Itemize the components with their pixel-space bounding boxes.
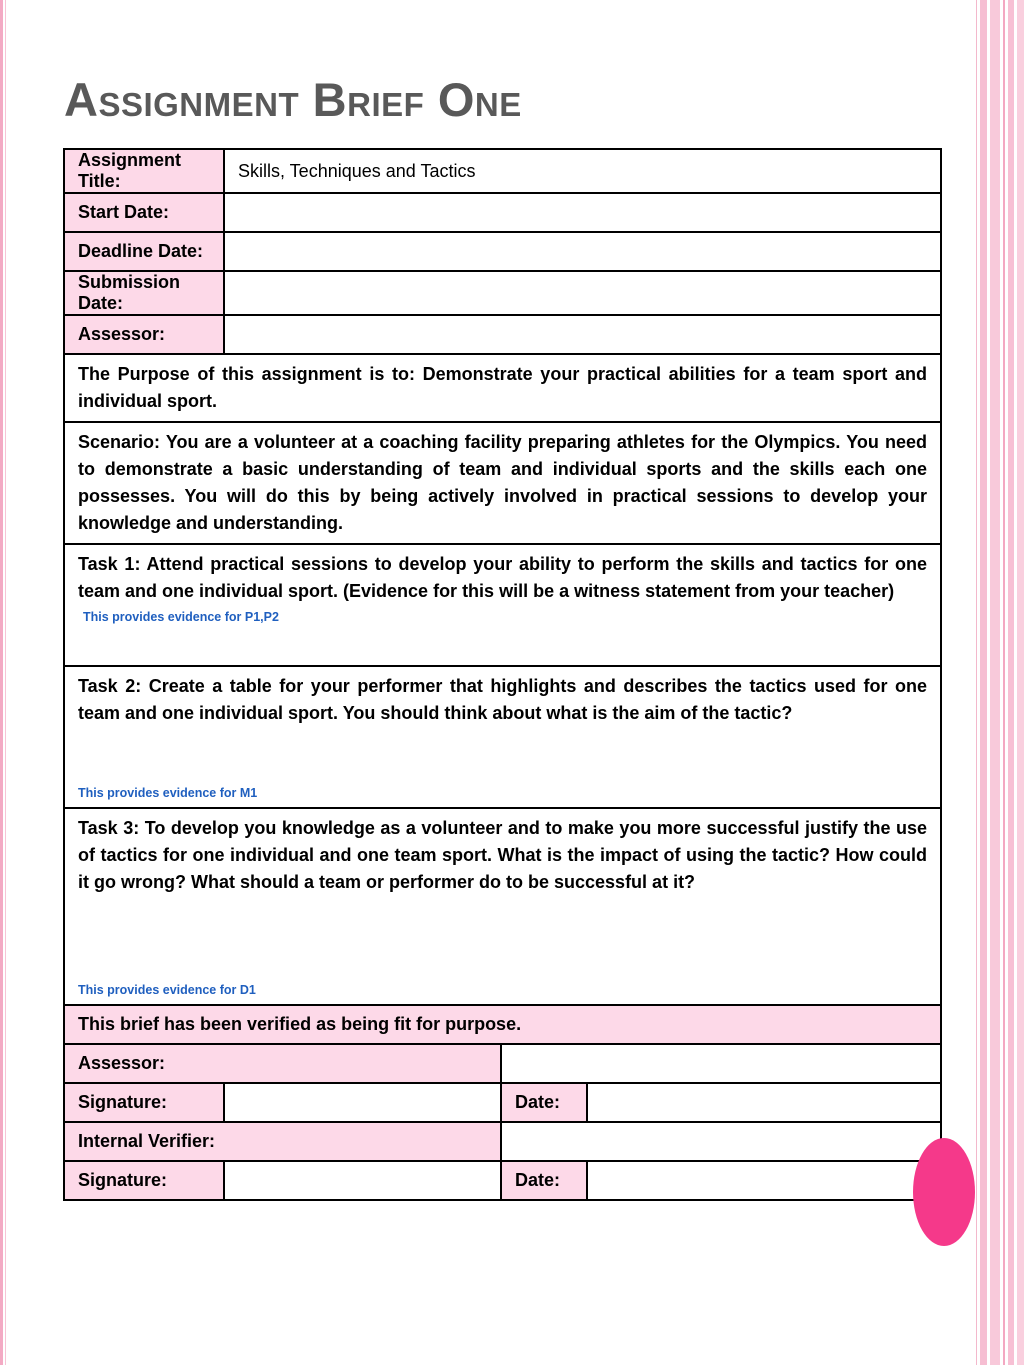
signature-field-2[interactable]	[224, 1161, 501, 1200]
decorative-pink-circle	[913, 1138, 975, 1246]
submission-date-field[interactable]	[224, 271, 941, 315]
task-1-evidence: This provides evidence for P1,P2	[83, 610, 279, 624]
submission-date-row	[64, 271, 941, 315]
start-date-label: Start Date:	[64, 193, 224, 232]
signature-label: Signature:	[64, 1083, 224, 1122]
right-border-stripe	[1008, 0, 1014, 1365]
verifier-assessor-field[interactable]	[501, 1044, 941, 1083]
right-border-stripe	[990, 0, 1000, 1365]
internal-verifier-label: Internal Verifier:	[64, 1122, 501, 1161]
signature-row	[64, 1083, 941, 1122]
left-border-stripe	[0, 0, 3, 1365]
deadline-date-field[interactable]	[224, 232, 941, 271]
assessor-label: Assessor:	[64, 315, 224, 354]
right-border-stripe	[976, 0, 977, 1365]
verifier-assessor-row	[64, 1044, 941, 1083]
date-label: Date:	[501, 1083, 587, 1122]
purpose-row	[64, 354, 941, 422]
date-field-2[interactable]	[587, 1161, 941, 1200]
signature-row-2	[64, 1161, 941, 1200]
scenario-text: Scenario: You are a volunteer at a coaching facility preparing athletes for the Olympics. You need to demonstrate a basic understanding of team and individual sports and the skills each one possesses. You will do this by being actively involved in practical sessions to develop your knowledge and understanding.	[64, 422, 941, 544]
task-1-cell	[64, 544, 941, 666]
purpose-text: The Purpose of this assignment is to: Demonstrate your practical abilities for a team sport and individual sport.	[64, 354, 941, 422]
date-field[interactable]	[587, 1083, 941, 1122]
verification-statement: This brief has been verified as being fit for purpose.	[64, 1005, 941, 1044]
deadline-date-label: Deadline Date:	[64, 232, 224, 271]
assignment-title-row	[64, 149, 941, 193]
date-label-2: Date:	[501, 1161, 587, 1200]
assessor-field[interactable]	[224, 315, 941, 354]
verifier-assessor-label: Assessor:	[64, 1044, 501, 1083]
verification-row	[64, 1005, 941, 1044]
assignment-brief-table	[63, 148, 942, 1201]
task-3-cell	[64, 808, 941, 1005]
signature-field[interactable]	[224, 1083, 501, 1122]
page-title: Assignment Brief One	[64, 73, 522, 126]
internal-verifier-row	[64, 1122, 941, 1161]
right-border-stripe	[1003, 0, 1005, 1365]
start-date-field[interactable]	[224, 193, 941, 232]
task-2-evidence: This provides evidence for M1	[78, 786, 258, 800]
task-row	[64, 666, 941, 808]
start-date-row	[64, 193, 941, 232]
internal-verifier-field[interactable]	[501, 1122, 941, 1161]
task-2-text: Task 2: Create a table for your performer that highlights and describes the tactics used for one team and one individual sport. You should think about what is the aim of the tactic?	[78, 676, 928, 723]
deadline-date-row	[64, 232, 941, 271]
task-3-text: Task 3: To develop you knowledge as a volunteer and to make you more successful justify the use of tactics for one individual and one team sport. What is the impact of using the tactic? How could it go wrong? What should a team or performer do to be successful at it?	[78, 818, 928, 892]
task-row	[64, 544, 941, 666]
submission-date-label: Submission Date:	[64, 271, 224, 315]
task-3-evidence: This provides evidence for D1	[78, 983, 256, 997]
task-2-cell	[64, 666, 941, 808]
right-border-stripe	[980, 0, 987, 1365]
assessor-row	[64, 315, 941, 354]
task-1-text: Task 1: Attend practical sessions to develop your ability to perform the skills and tactics for one team and one individual sport. (Evidence for this will be a witness statement from your teacher)	[78, 554, 928, 601]
task-row	[64, 808, 941, 1005]
signature-label-2: Signature:	[64, 1161, 224, 1200]
right-border-stripe	[1017, 0, 1024, 1365]
scenario-row	[64, 422, 941, 544]
assignment-title-value: Skills, Techniques and Tactics	[224, 149, 941, 193]
assignment-title-label: Assignment Title:	[64, 149, 224, 193]
left-border-stripe-thin	[5, 0, 6, 1365]
